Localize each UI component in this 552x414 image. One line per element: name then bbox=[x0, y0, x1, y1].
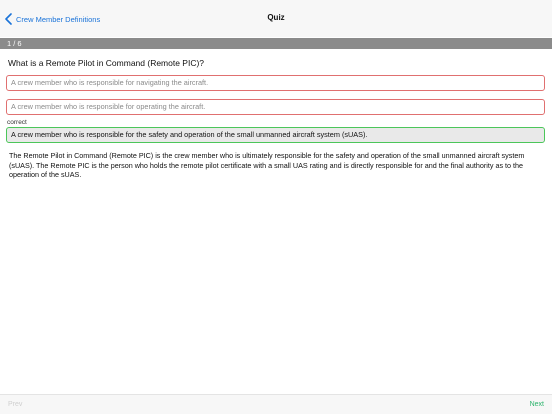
result-label: correct bbox=[7, 119, 27, 126]
page-title: Quiz bbox=[267, 13, 285, 22]
question-text: What is a Remote Pilot in Command (Remote PIC)? bbox=[8, 58, 205, 68]
footer-toolbar bbox=[0, 394, 552, 414]
progress-bar bbox=[0, 38, 552, 49]
navigation-bar bbox=[0, 0, 552, 37]
progress-counter: 1 / 6 bbox=[7, 39, 22, 48]
answer-option-3[interactable] bbox=[6, 127, 545, 143]
prev-button[interactable]: Prev bbox=[8, 401, 23, 408]
answer-option-2[interactable] bbox=[6, 99, 545, 115]
answer-option-text: A crew member who is responsible for navigating the aircraft. bbox=[11, 78, 209, 87]
answer-option-text: A crew member who is responsible for operating the aircraft. bbox=[11, 102, 206, 111]
explanation-text: The Remote Pilot in Command (Remote PIC) is the crew member who is ultimately responsible for the safety and operation of the small unmanned aircraft system (sUAS). The Remote PIC is the person who holds the remote pilot certificate with a small UAS rating and is directly responsible for and the final authority as to the operation of the sUAS. bbox=[9, 151, 525, 179]
next-button[interactable]: Next bbox=[529, 401, 544, 408]
answer-option-text: A crew member who is responsible for the safety and operation of the small unmanned aircraft system (sUAS). bbox=[11, 130, 368, 139]
back-button-label: Crew Member Definitions bbox=[16, 14, 101, 24]
answer-option-1[interactable] bbox=[6, 75, 545, 91]
